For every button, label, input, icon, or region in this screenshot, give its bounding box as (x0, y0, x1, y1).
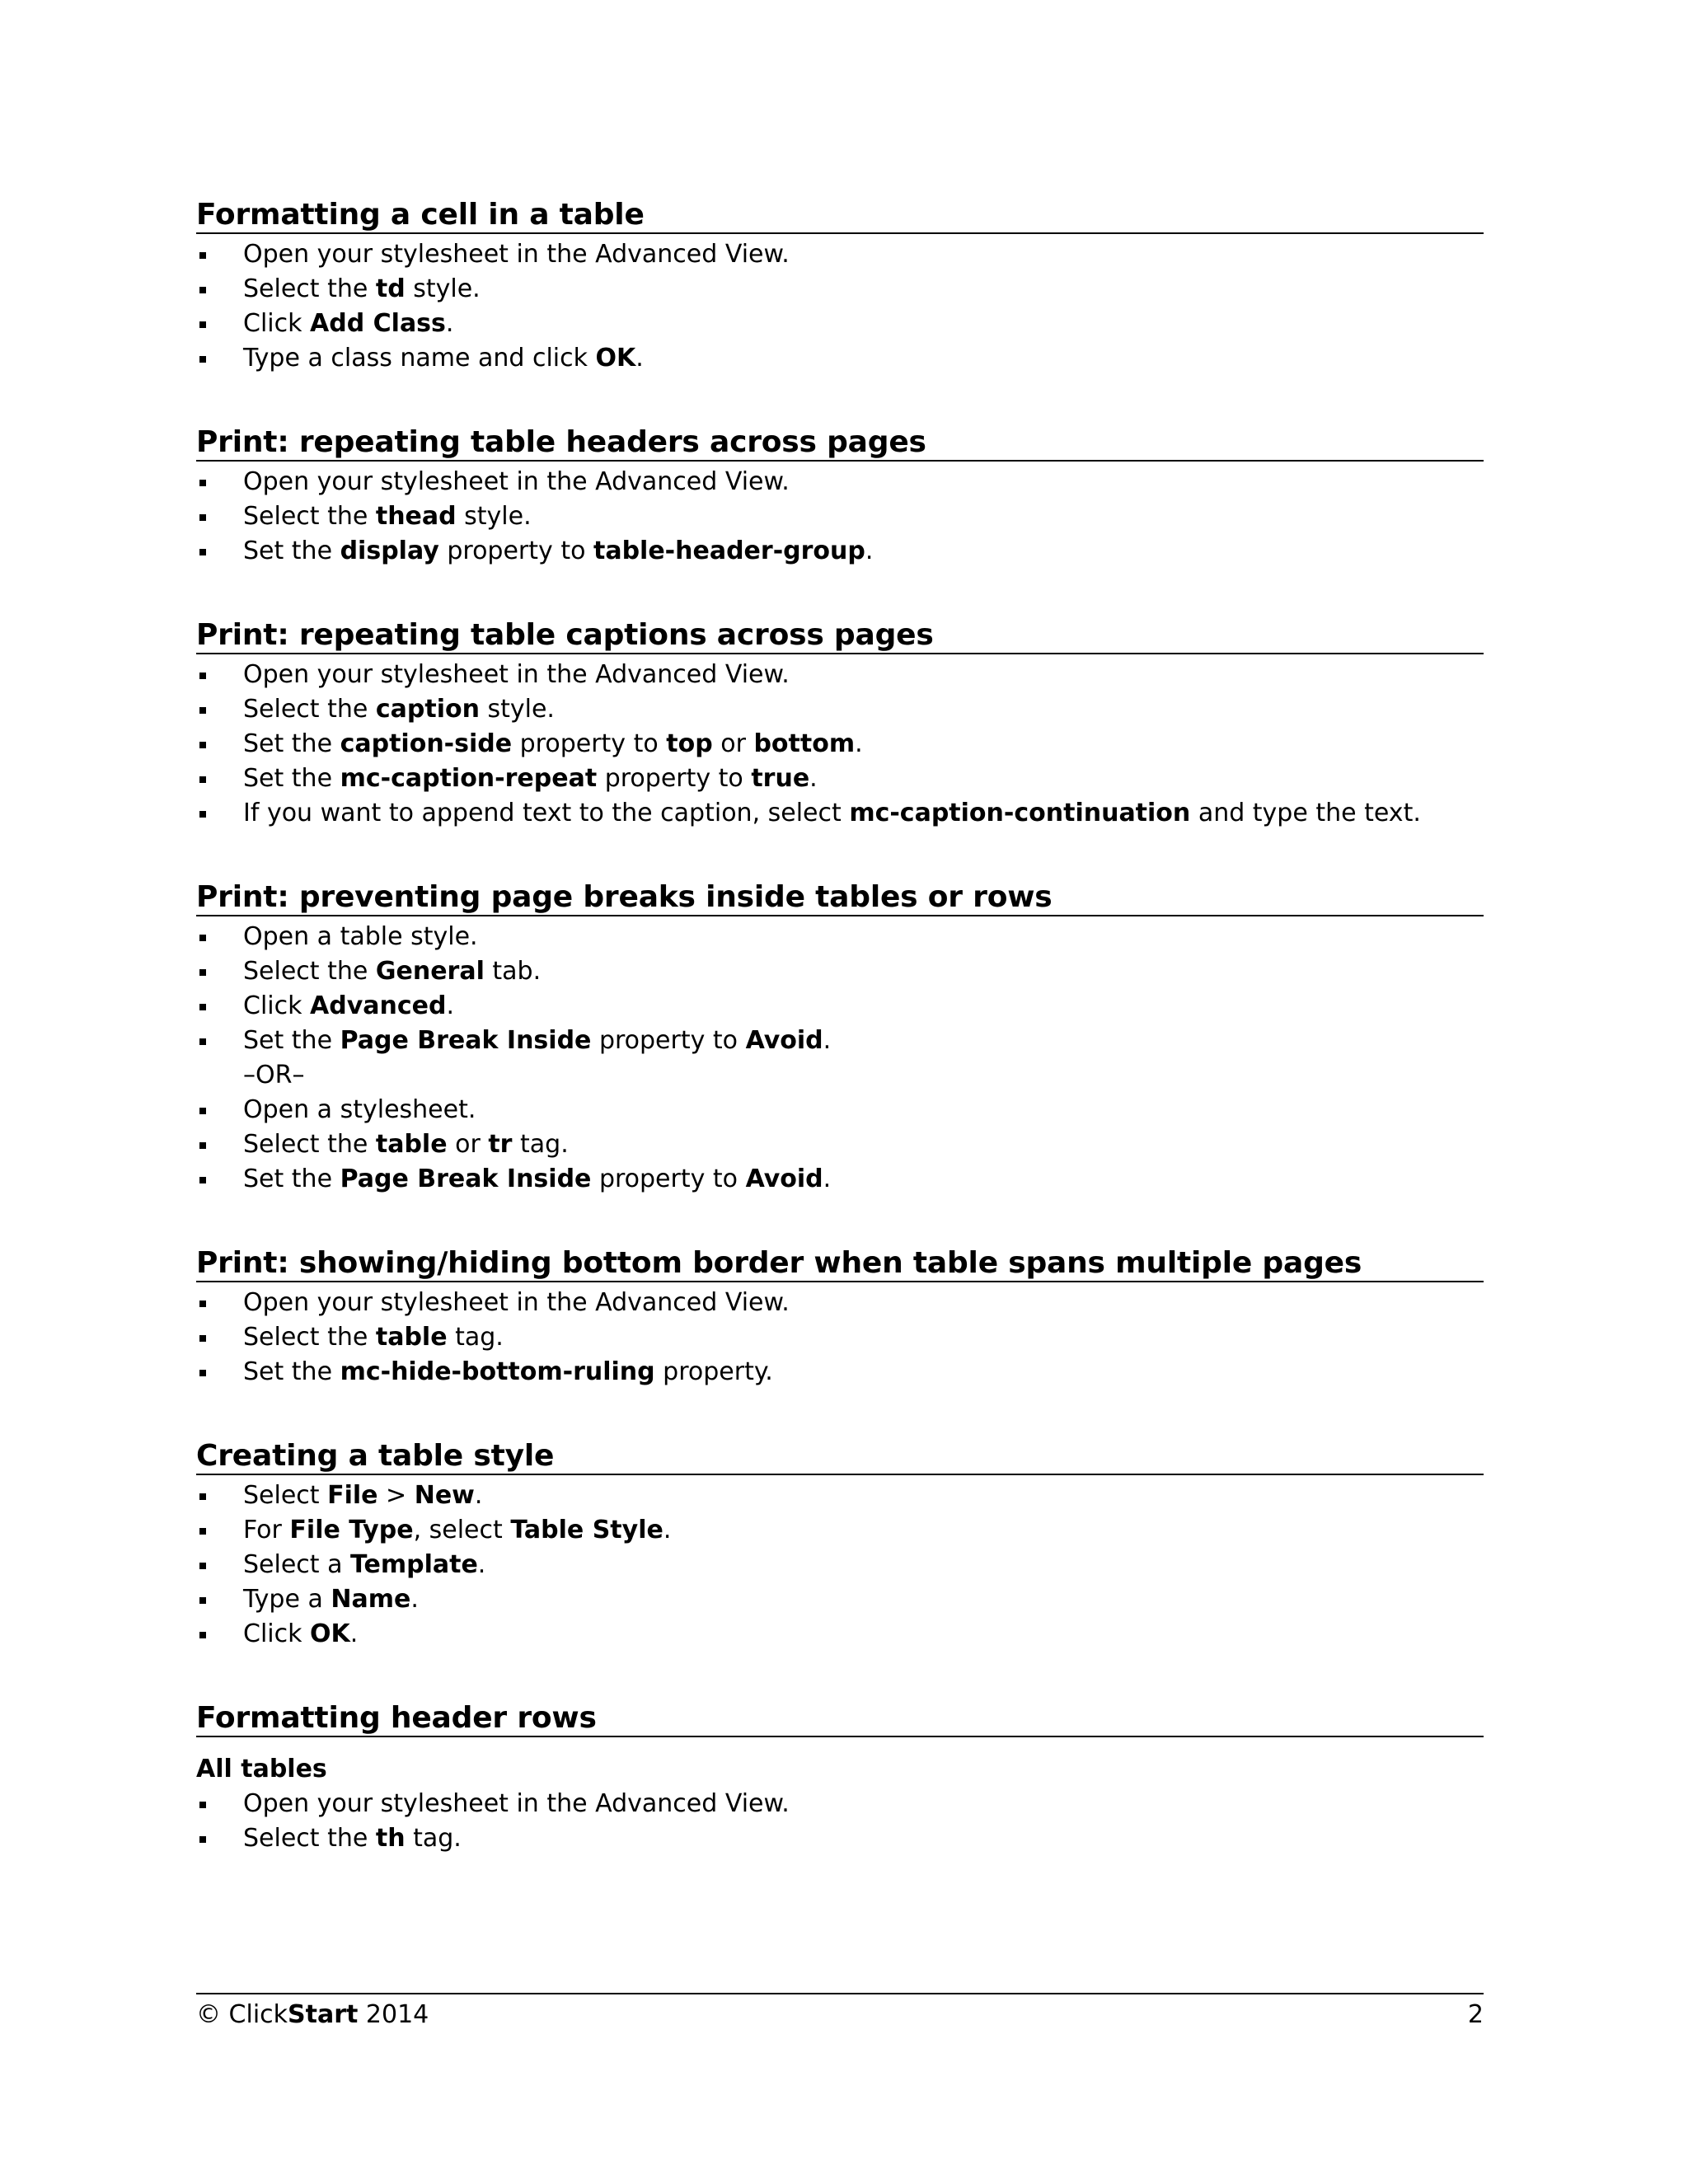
emphasis-term: tr (488, 1130, 513, 1159)
square-bullet-icon (199, 742, 206, 748)
emphasis-term: caption (375, 695, 480, 724)
list-item (196, 465, 1484, 499)
step-text: Type a (243, 1585, 331, 1614)
step-text: , select (413, 1516, 511, 1544)
list-item (196, 1320, 1484, 1355)
emphasis-term: table (375, 1130, 448, 1159)
square-bullet-icon (199, 1563, 206, 1569)
emphasis-term: Add Class (310, 309, 446, 338)
step-text: > (377, 1481, 415, 1510)
step-text: . (349, 1619, 359, 1648)
step-list (196, 465, 1484, 569)
emphasis-term: true (751, 764, 810, 793)
step-text: . (477, 1550, 486, 1579)
list-item (196, 1127, 1484, 1162)
step-text: . (855, 729, 863, 758)
emphasis-term: OK (595, 344, 636, 373)
list-item (196, 1582, 1484, 1617)
list-item (196, 1513, 1484, 1548)
square-bullet-icon (199, 1493, 206, 1500)
step-text: Open your stylesheet in the Advanced View. (243, 1288, 790, 1317)
section (196, 1701, 1484, 1856)
step-text: Type a class name and click (243, 344, 596, 373)
step-text: Set the (243, 1026, 340, 1055)
step-text: tag. (447, 1323, 504, 1352)
square-bullet-icon (199, 1836, 206, 1843)
emphasis-term: mc-caption-continuation (849, 799, 1191, 827)
emphasis-term: Advanced (310, 991, 447, 1020)
square-bullet-icon (199, 480, 206, 486)
emphasis-term: Page Break Inside (340, 1165, 592, 1193)
square-bullet-icon (199, 1370, 206, 1376)
step-text: . (809, 764, 818, 793)
step-text: . (410, 1585, 419, 1614)
section (196, 198, 1484, 376)
step-text: Set the (243, 1165, 340, 1193)
step-text: property to (591, 1165, 746, 1193)
section-heading: Formatting a cell in a table (196, 198, 1484, 234)
list-item (196, 989, 1484, 1024)
emphasis-term: mc-caption-repeat (340, 764, 598, 793)
section-heading: Print: repeating table headers across pages (196, 425, 1484, 462)
square-bullet-icon (199, 252, 206, 259)
emphasis-term: Table Style (510, 1516, 663, 1544)
emphasis-term: display (340, 537, 439, 565)
step-text: property to (597, 764, 752, 793)
step-text: style. (405, 274, 481, 303)
step-text: Open your stylesheet in the Advanced View. (243, 240, 790, 269)
square-bullet-icon (199, 1004, 206, 1010)
list-item (196, 658, 1484, 692)
square-bullet-icon (199, 1597, 206, 1604)
list-item (196, 920, 1484, 954)
section (196, 1439, 1484, 1652)
emphasis-term: bottom (753, 729, 856, 758)
emphasis-term: Template (350, 1550, 478, 1579)
square-bullet-icon (199, 356, 206, 363)
square-bullet-icon (199, 549, 206, 555)
section-subheading: All tables (196, 1755, 327, 1783)
section-heading: Creating a table style (196, 1439, 1484, 1475)
square-bullet-icon (199, 935, 206, 941)
square-bullet-icon (199, 287, 206, 293)
step-text: tag. (512, 1130, 569, 1159)
list-item (196, 796, 1484, 831)
step-text: Click (243, 309, 311, 338)
list-item (196, 1787, 1484, 1821)
step-list (196, 1286, 1484, 1390)
square-bullet-icon (199, 673, 206, 679)
step-text: property to (438, 537, 593, 565)
square-bullet-icon (199, 1632, 206, 1638)
step-text: . (823, 1026, 832, 1055)
step-text: Select the (243, 695, 376, 724)
step-text: . (446, 991, 455, 1020)
list-item (196, 307, 1484, 341)
step-text: . (663, 1516, 672, 1544)
step-text: Set the (243, 729, 340, 758)
step-text: Click (243, 991, 311, 1020)
list-item (196, 1024, 1484, 1058)
square-bullet-icon (199, 776, 206, 783)
step-text: and type the text. (1190, 799, 1421, 827)
step-text: For (243, 1516, 290, 1544)
step-text: . (823, 1165, 832, 1193)
list-item (196, 1162, 1484, 1197)
step-text: or (447, 1130, 489, 1159)
step-text: Select a (243, 1550, 351, 1579)
brand-name: Start (288, 2000, 359, 2029)
step-list (196, 237, 1484, 376)
emphasis-term: th (375, 1824, 406, 1853)
step-text: style. (456, 502, 532, 531)
emphasis-term: td (375, 274, 406, 303)
list-item (196, 692, 1484, 727)
section (196, 618, 1484, 831)
step-text: tab. (484, 957, 542, 986)
square-bullet-icon (199, 1038, 206, 1045)
emphasis-term: File Type (289, 1516, 414, 1544)
step-text: Click (243, 1619, 311, 1648)
step-list (196, 1787, 1484, 1856)
square-bullet-icon (199, 1335, 206, 1342)
list-item (196, 1821, 1484, 1856)
step-text: If you want to append text to the caption, select (243, 799, 850, 827)
emphasis-term: top (666, 729, 713, 758)
document-body (196, 198, 1484, 1905)
square-bullet-icon (199, 1528, 206, 1535)
step-text: Open a table style. (243, 922, 478, 951)
step-list (196, 658, 1484, 831)
list-item (196, 534, 1484, 569)
step-text: Open your stylesheet in the Advanced View. (243, 467, 790, 496)
step-text: Set the (243, 537, 340, 565)
emphasis-term: table-header-group (593, 537, 865, 565)
step-text: style. (479, 695, 555, 724)
square-bullet-icon (199, 1108, 206, 1114)
step-text: . (635, 344, 644, 373)
step-text: property. (654, 1357, 773, 1386)
step-text: tag. (405, 1824, 462, 1853)
section-heading: Print: showing/hiding bottom border when table spans multiple pages (196, 1246, 1484, 1282)
step-text: Open a stylesheet. (243, 1095, 476, 1124)
step-text: property to (512, 729, 667, 758)
step-text: Select the (243, 1824, 376, 1853)
alternative-separator: –OR– (243, 1061, 305, 1090)
step-text: Open your stylesheet in the Advanced View. (243, 660, 790, 689)
square-bullet-icon (199, 1142, 206, 1149)
list-item (196, 272, 1484, 307)
square-bullet-icon (199, 514, 206, 521)
step-text: Set the (243, 1357, 340, 1386)
emphasis-term: Avoid (745, 1165, 823, 1193)
section (196, 880, 1484, 1197)
step-text: . (445, 309, 454, 338)
section (196, 425, 1484, 569)
square-bullet-icon (199, 1177, 206, 1183)
step-text: Set the (243, 764, 340, 793)
step-list (196, 1479, 1484, 1652)
list-item (196, 1548, 1484, 1582)
emphasis-term: thead (375, 502, 457, 531)
step-text: Select the (243, 1323, 376, 1352)
page-footer (196, 1998, 1484, 2032)
section-heading: Formatting header rows (196, 1701, 1484, 1737)
emphasis-term: mc-hide-bottom-ruling (340, 1357, 655, 1386)
emphasis-term: Name (331, 1585, 411, 1614)
list-item (196, 237, 1484, 272)
list-item (196, 954, 1484, 989)
step-list (196, 920, 1484, 1197)
section-heading: Print: preventing page breaks inside tables or rows (196, 880, 1484, 916)
list-item (196, 1093, 1484, 1127)
emphasis-term: File (327, 1481, 378, 1510)
step-text: . (474, 1481, 483, 1510)
step-text: Select the (243, 502, 376, 531)
emphasis-term: New (414, 1481, 475, 1510)
square-bullet-icon (199, 969, 206, 976)
emphasis-term: Avoid (745, 1026, 823, 1055)
list-item (196, 727, 1484, 762)
section-heading: Print: repeating table captions across pages (196, 618, 1484, 654)
step-text: or (712, 729, 754, 758)
footer-divider (196, 1993, 1484, 1994)
list-item (196, 341, 1484, 376)
step-text: . (865, 537, 874, 565)
square-bullet-icon (199, 1301, 206, 1307)
step-text: property to (591, 1026, 746, 1055)
list-item (196, 1479, 1484, 1513)
list-item (196, 1617, 1484, 1652)
list-item (196, 1286, 1484, 1320)
square-bullet-icon (199, 707, 206, 714)
emphasis-term: table (375, 1323, 448, 1352)
emphasis-term: Page Break Inside (340, 1026, 592, 1055)
copyright-text: © ClickStart 2014 (196, 2000, 429, 2029)
section (196, 1246, 1484, 1390)
list-item (196, 499, 1484, 534)
step-text: Open your stylesheet in the Advanced View. (243, 1789, 790, 1818)
step-text: Select the (243, 1130, 376, 1159)
square-bullet-icon (199, 811, 206, 818)
step-text: Select the (243, 274, 376, 303)
step-text: Select (243, 1481, 328, 1510)
step-text: Select the (243, 957, 376, 986)
square-bullet-icon (199, 1802, 206, 1808)
emphasis-term: OK (310, 1619, 350, 1648)
page-number: 2 (1467, 2000, 1484, 2029)
list-item (196, 1355, 1484, 1390)
emphasis-term: General (375, 957, 485, 986)
list-item (196, 762, 1484, 796)
square-bullet-icon (199, 321, 206, 328)
emphasis-term: caption-side (340, 729, 513, 758)
